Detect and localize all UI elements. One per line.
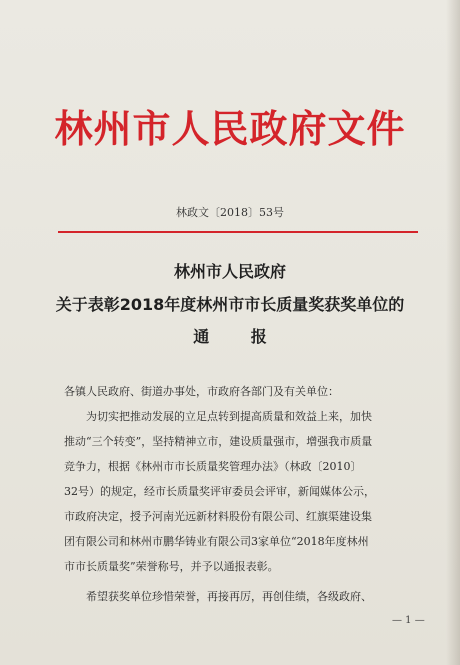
body-paragraph-line: 希望获奖单位珍惜荣誉，再接再厉，再创佳绩，各级政府、 <box>86 590 372 603</box>
addressee-line: 各镇人民政府、街道办事处，市政府各部门及有关单位： <box>64 385 339 398</box>
red-divider-line <box>58 231 418 233</box>
body-paragraph-line: 竞争力，根据《林州市市长质量奖管理办法》（林政〔2010〕 <box>64 460 362 473</box>
document-number: 林政文〔2018〕53号 <box>176 206 284 219</box>
body-paragraph-line: 为切实把推动发展的立足点转到提高质量和效益上来，加快 <box>86 410 372 423</box>
issuer-title: 林州市人民政府 <box>173 262 286 281</box>
subject-title: 关于表彰2018年度林州市市长质量奖获奖单位的 <box>55 295 405 314</box>
document-header-title: 林州市人民政府文件 <box>54 106 406 151</box>
body-paragraph-line: 团有限公司和林州市鹏华铸业有限公司3家单位“2018年度林州 <box>64 535 369 548</box>
body-paragraph-line: 市市长质量奖”荣誉称号，并予以通报表彰。 <box>64 560 279 573</box>
page-edge-shadow <box>446 0 460 665</box>
notice-type-title: 通 报 <box>193 327 285 346</box>
body-paragraph-line: 32号）的规定，经市长质量奖评审委员会评审，新闻媒体公示， <box>64 485 375 498</box>
page-number: — 1 — <box>392 615 425 626</box>
body-paragraph-line: 市政府决定，授予河南光远新材料股份有限公司、红旗渠建设集 <box>64 510 372 523</box>
body-paragraph-line: 推动“三个转变”，坚持精神立市，建设质量强市，增强我市质量 <box>64 435 373 448</box>
